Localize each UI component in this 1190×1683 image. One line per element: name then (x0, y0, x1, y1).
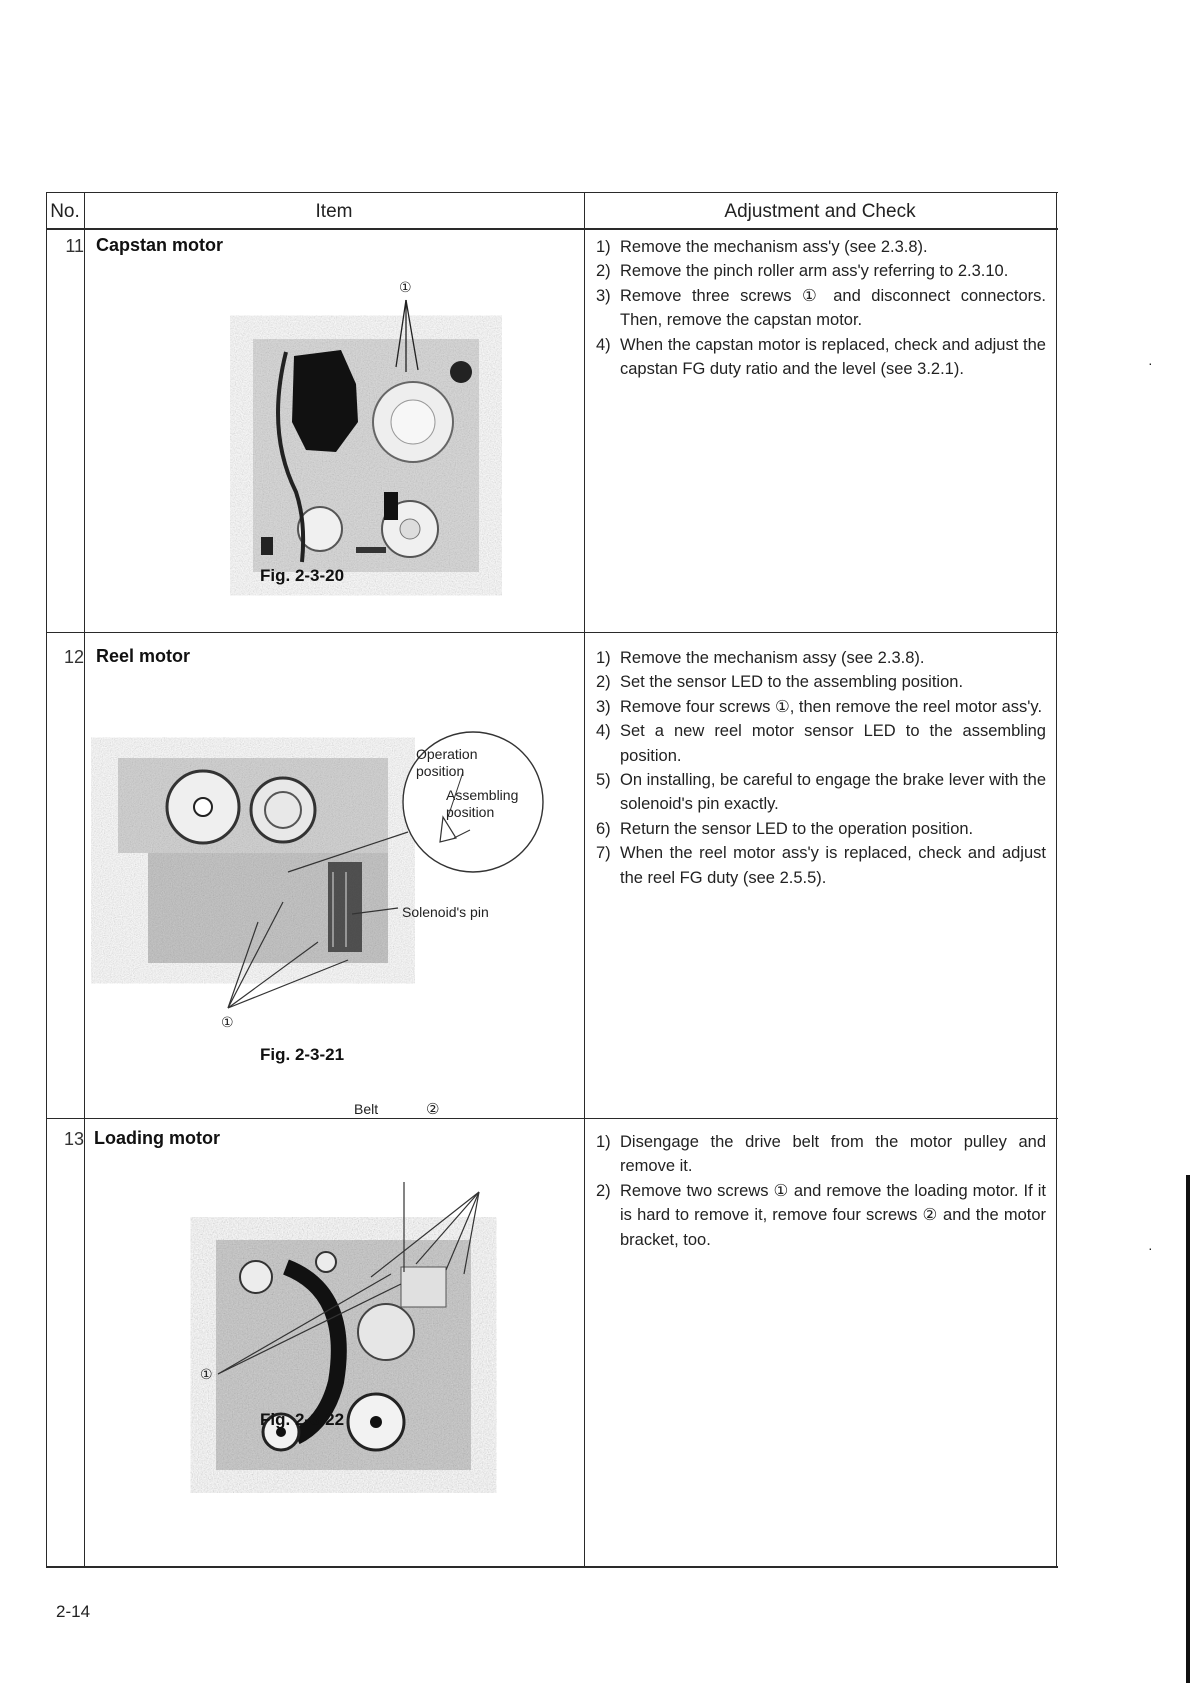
list-item: 2) Set the sensor LED to the assembling position. (596, 673, 964, 692)
table-border-right (1056, 192, 1057, 1568)
row-12-number: 12 (63, 647, 84, 667)
header-divider (46, 228, 1058, 230)
row-12-title: Reel motor (96, 646, 191, 666)
solenoid-pin-label: Solenoid's pin (402, 904, 489, 920)
list-item: 3) Remove four screws ①, then remove the reel motor ass'y. (596, 697, 1043, 716)
table-border-bottom (46, 1566, 1058, 1568)
list-item: 1) Remove the mechanism ass'y (see 2.3.8). (596, 238, 928, 256)
service-manual-table (46, 192, 1058, 1568)
loading-motor-photo (146, 1182, 546, 1482)
row-13-screw2-callout: ② (426, 1101, 440, 1118)
operation-position-label: Operation position (416, 746, 478, 779)
list-item: 1) Remove the mechanism assy (see 2.3.8). (596, 649, 925, 667)
list-item: 4) Set a new reel motor sensor LED to the assembling position. (596, 722, 1046, 765)
list-item: 6) Return the sensor LED to the operation position. (596, 819, 974, 838)
header-no: No. (50, 201, 80, 222)
list-item: 2) Remove two screws ① and remove the loading motor. If it is hard to remove it, remove four screws ② and the motor bracket, too. (596, 1181, 1046, 1249)
assembling-position-label: Assembling position (446, 787, 519, 820)
page-number: 2-14 (56, 1602, 91, 1621)
row-12-steps (596, 646, 1046, 890)
row-12-screw-callout: ① (221, 1014, 234, 1030)
belt-label: Belt (354, 1101, 379, 1117)
scan-edge (1186, 1175, 1190, 1683)
header-item: Item (315, 201, 353, 222)
reel-motor-photo (118, 722, 578, 1042)
row-13-title: Loading motor (94, 1128, 220, 1148)
list-item: 1) Disengage the drive belt from the motor pulley and remove it. (596, 1133, 1046, 1176)
row-13-figure-label: Fig. 2-3-22 (260, 1410, 345, 1429)
header-adjustment: Adjustment and Check (724, 201, 916, 222)
capstan-motor-photo (206, 279, 506, 592)
list-item: 4) When the capstan motor is replaced, check and adjust the capstan FG duty ratio and the level (see 3.2.1). (596, 335, 1046, 379)
row-11-steps (596, 235, 1046, 381)
row-13-steps (596, 1130, 1046, 1252)
row-divider-12-13 (46, 1118, 1058, 1119)
row-13-screw1-callout: ① (200, 1366, 213, 1382)
list-item: 7) When the reel motor ass'y is replaced, check and adjust the reel FG duty (see 2.5.5). (596, 844, 1046, 887)
scan-speck: · (1148, 1240, 1153, 1256)
scan-speck: · (1148, 355, 1153, 371)
row-12-figure-label: Fig. 2-3-21 (260, 1045, 345, 1064)
row-11-screw-callout: ① (399, 279, 412, 295)
table-divider-item (584, 192, 585, 1568)
list-item: 5) On installing, be careful to engage the brake lever with the solenoid's pin exactly. (596, 771, 1046, 814)
table-border-left (46, 192, 47, 1568)
row-13-number: 13 (63, 1129, 84, 1149)
row-divider-11-12 (46, 632, 1058, 633)
list-item: 3) Remove three screws ① and disconnect connectors. Then, remove the capstan motor. (596, 286, 1046, 330)
list-item: 2) Remove the pinch roller arm ass'y referring to 2.3.10. (596, 262, 1009, 281)
row-11-figure-label: Fig. 2-3-20 (260, 566, 345, 585)
table-divider-no (84, 192, 85, 1568)
row-11-title: Capstan motor (96, 235, 224, 255)
row-11-number: 11 (65, 236, 84, 256)
